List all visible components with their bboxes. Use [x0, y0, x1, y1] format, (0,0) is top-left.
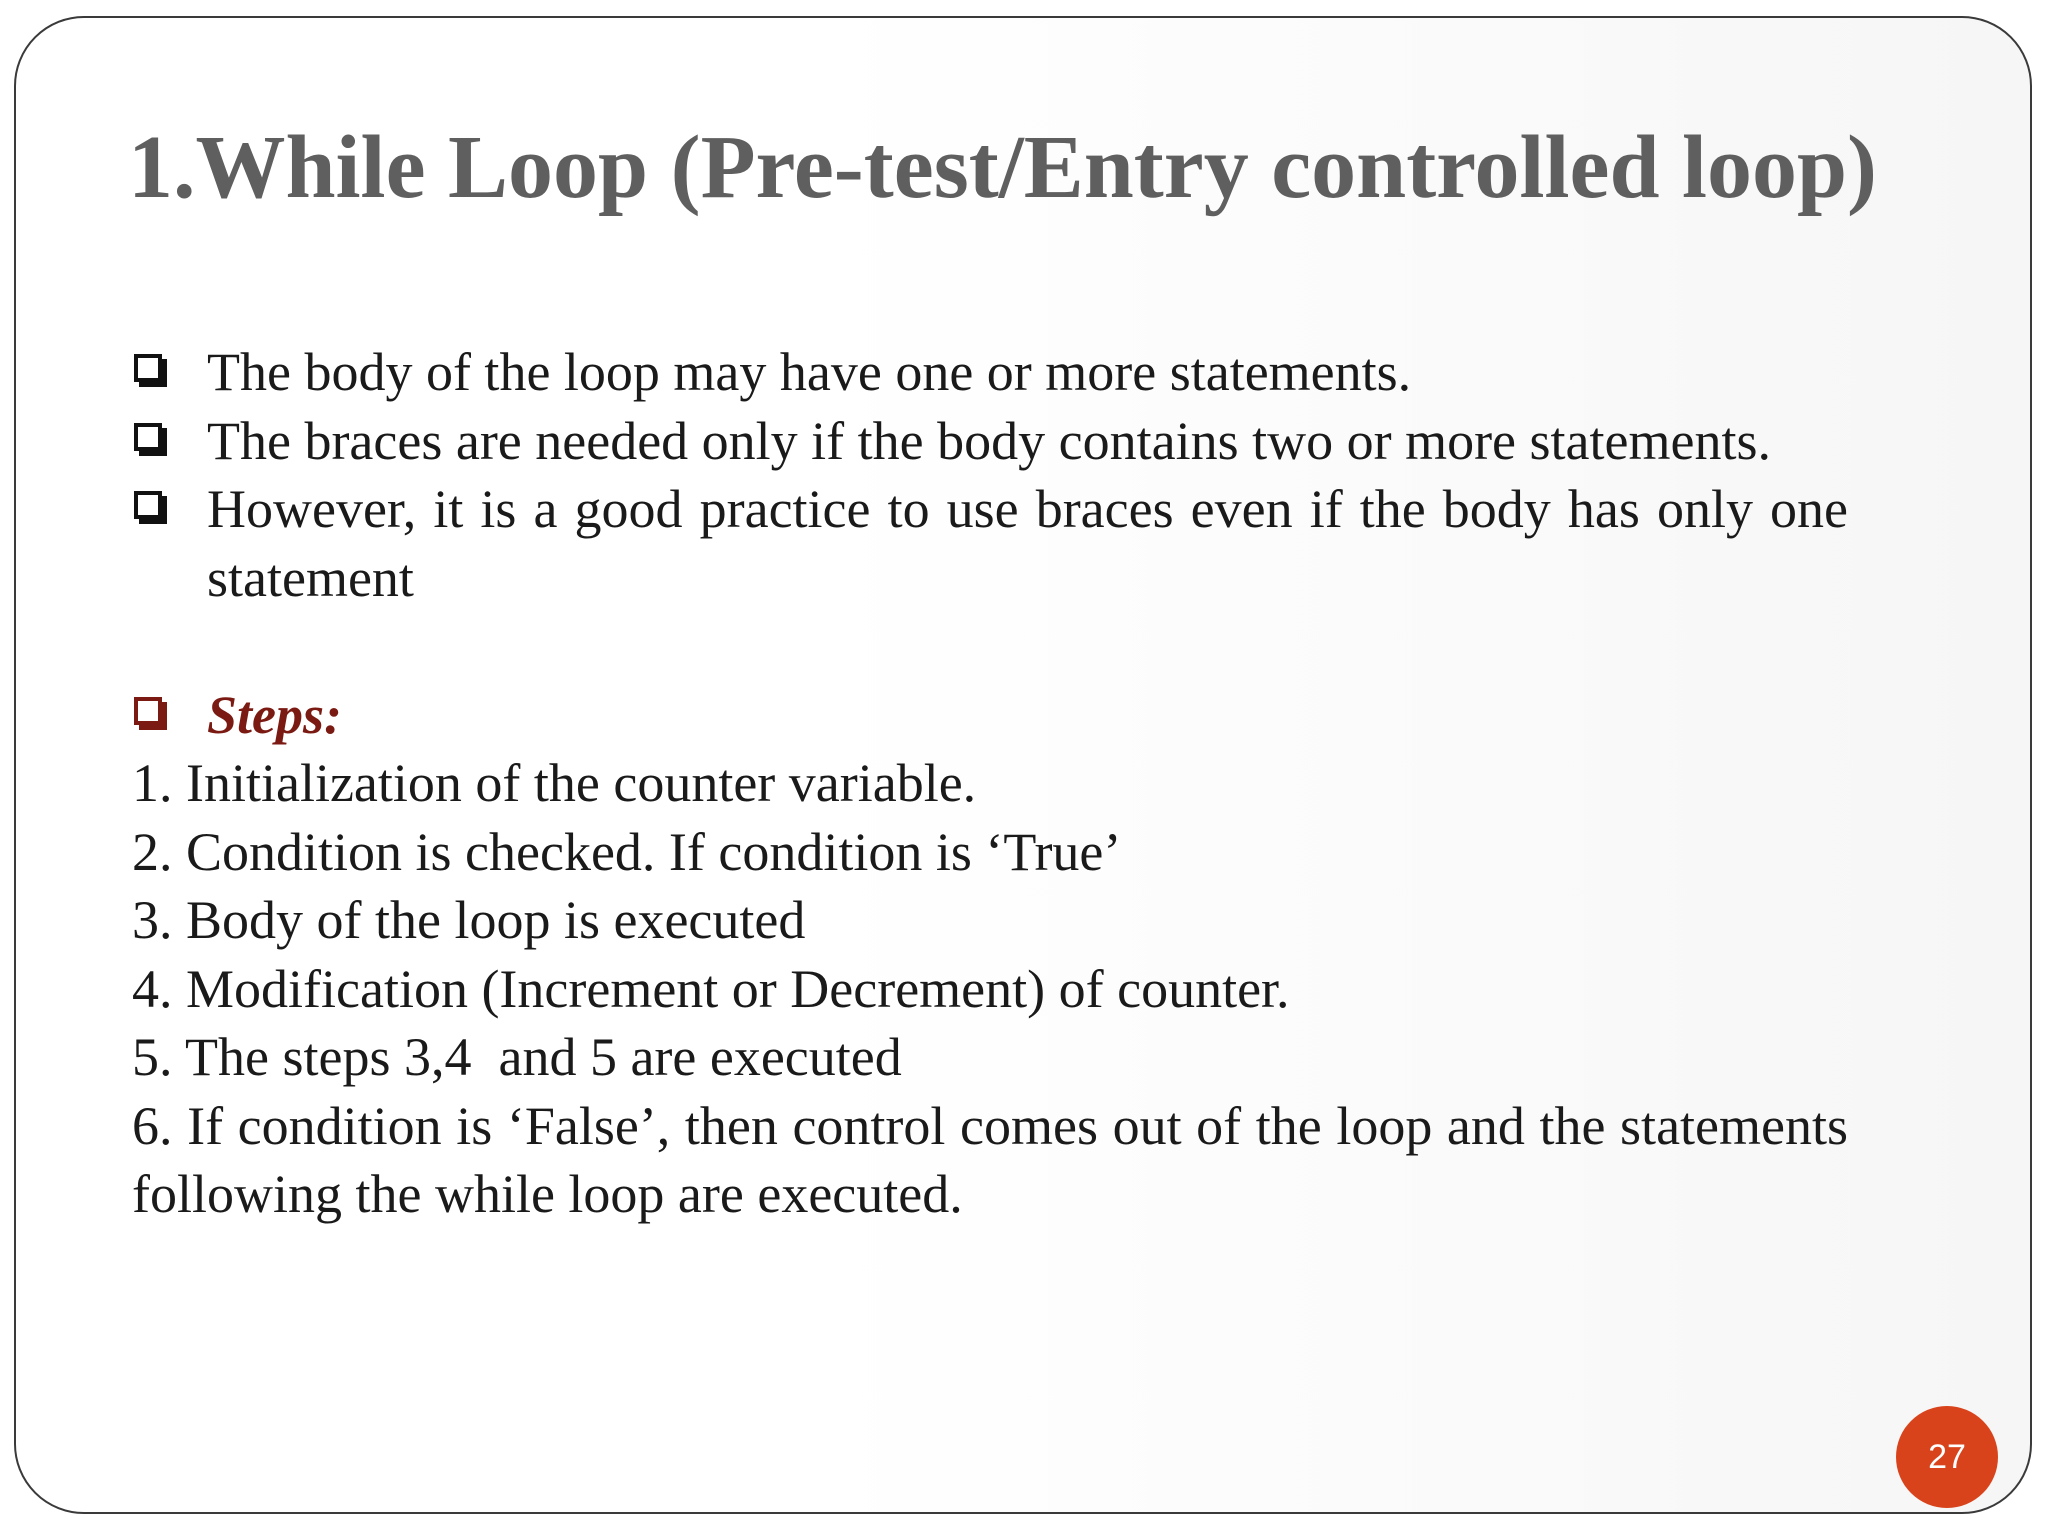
spacer	[132, 612, 1848, 681]
checkbox-bullet-icon	[134, 354, 162, 382]
step-item: 3. Body of the loop is executed	[132, 890, 806, 950]
bullet-item	[132, 475, 1848, 612]
bullet-item	[132, 338, 1848, 407]
slide-content	[132, 338, 1848, 1229]
slide-title: 1.While Loop (Pre-test/Entry controlled loop)	[128, 118, 1878, 217]
checkbox-bullet-icon	[134, 423, 162, 451]
step-item: 1. Initialization of the counter variable.	[132, 753, 977, 813]
checkbox-bullet-icon	[134, 697, 162, 725]
step-item: 6. If condition is ‘False’, then control comes out of the loop and the statements following the while loop are executed.	[132, 1095, 1848, 1224]
steps-heading	[132, 681, 1848, 750]
bullet-text: However, it is a good practice to use braces even if the body has only one statement	[207, 479, 1848, 608]
step-item: 2. Condition is checked. If condition is ‘True’	[132, 821, 1122, 882]
step-item: 4. Modification (Increment or Decrement) of counter.	[132, 958, 1290, 1019]
bullet-item	[132, 407, 1848, 476]
page-number-badge: 27	[1896, 1406, 1998, 1508]
step-item: 5. The steps 3,4 and 5 are executed	[132, 1027, 902, 1087]
bullet-text: The braces are needed only if the body contains two or more statements.	[207, 410, 1771, 471]
bullet-text: The body of the loop may have one or more statements.	[207, 342, 1412, 402]
checkbox-bullet-icon	[134, 491, 162, 519]
slide	[14, 16, 2032, 1514]
steps-label: Steps:	[207, 684, 342, 745]
